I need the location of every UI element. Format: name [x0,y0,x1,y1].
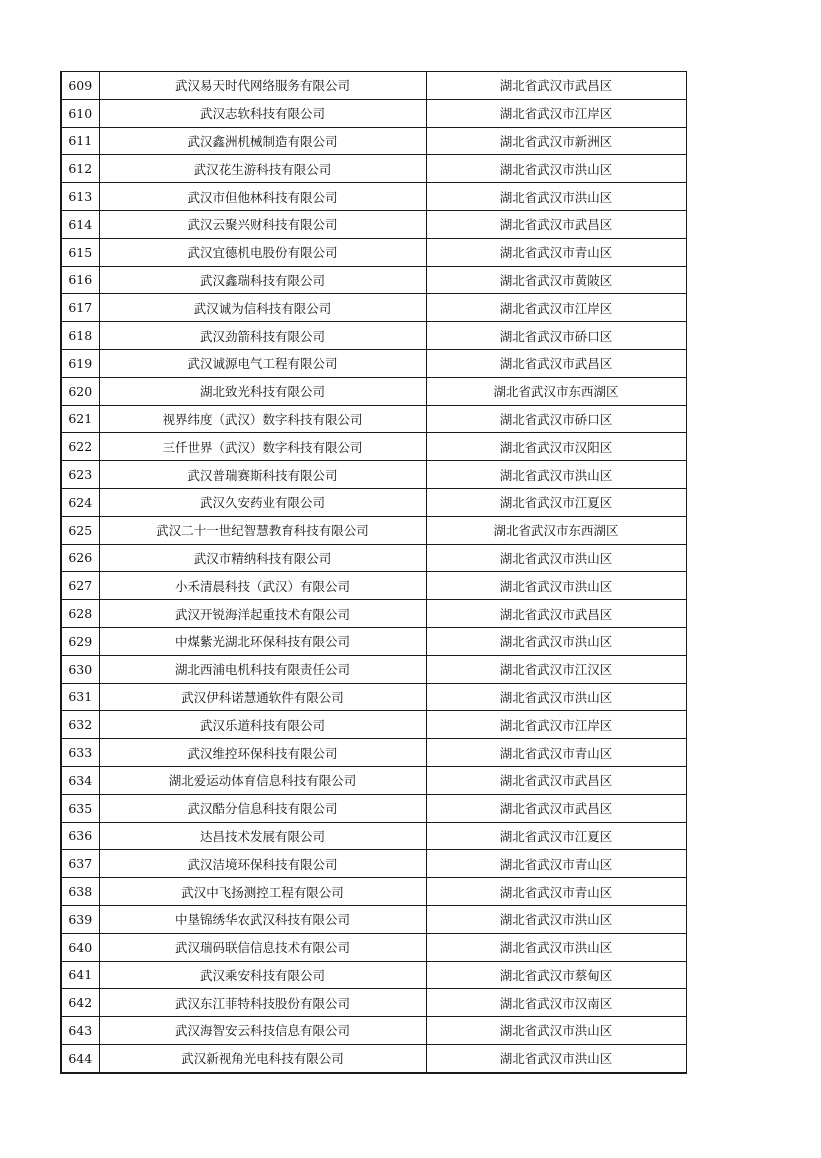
table-row [61,850,686,878]
company-name-cell: 武汉诚源电气工程有限公司 [99,349,426,377]
company-name-cell: 湖北西浦电机科技有限责任公司 [99,655,426,683]
serial-number-cell: 623 [61,461,99,489]
table-row [61,739,686,767]
serial-number-cell: 619 [61,349,99,377]
table-row [61,99,686,127]
district-cell: 湖北省武汉市洪山区 [426,627,686,655]
serial-number-cell: 631 [61,683,99,711]
district-cell: 湖北省武汉市武昌区 [426,349,686,377]
serial-number-cell: 617 [61,294,99,322]
company-name-cell: 武汉乘安科技有限公司 [99,961,426,989]
company-name-cell: 武汉鑫洲机械制造有限公司 [99,127,426,155]
district-cell: 湖北省武汉市武昌区 [426,210,686,238]
company-name-cell: 武汉维控环保科技有限公司 [99,739,426,767]
table-row [61,433,686,461]
company-name-cell: 武汉中飞扬测控工程有限公司 [99,878,426,906]
serial-number-cell: 630 [61,655,99,683]
table-row [61,822,686,850]
company-name-cell: 中煤紫光湖北环保科技有限公司 [99,627,426,655]
table-row [61,127,686,155]
company-name-cell: 武汉普瑞赛斯科技有限公司 [99,461,426,489]
table-row [61,183,686,211]
table-row [61,349,686,377]
district-cell: 湖北省武汉市江汉区 [426,655,686,683]
serial-number-cell: 643 [61,1017,99,1045]
table-row [61,905,686,933]
district-cell: 湖北省武汉市武昌区 [426,72,686,100]
table-row [61,989,686,1017]
district-cell: 湖北省武汉市硚口区 [426,322,686,350]
company-name-cell: 武汉花生游科技有限公司 [99,155,426,183]
serial-number-cell: 627 [61,572,99,600]
serial-number-cell: 622 [61,433,99,461]
company-name-cell: 武汉开锐海洋起重技术有限公司 [99,600,426,628]
district-cell: 湖北省武汉市江夏区 [426,822,686,850]
company-name-cell: 武汉宜德机电股份有限公司 [99,238,426,266]
district-cell: 湖北省武汉市东西湖区 [426,377,686,405]
serial-number-cell: 609 [61,72,99,100]
serial-number-cell: 624 [61,488,99,516]
company-name-cell: 武汉市精纳科技有限公司 [99,544,426,572]
district-cell: 湖北省武汉市洪山区 [426,155,686,183]
company-name-cell: 武汉东江菲特科技股份有限公司 [99,989,426,1017]
table-row [61,544,686,572]
serial-number-cell: 621 [61,405,99,433]
serial-number-cell: 628 [61,600,99,628]
serial-number-cell: 610 [61,99,99,127]
company-name-cell: 武汉伊科诺慧通软件有限公司 [99,683,426,711]
district-cell: 湖北省武汉市硚口区 [426,405,686,433]
district-cell: 湖北省武汉市洪山区 [426,933,686,961]
table-row [61,766,686,794]
district-cell: 湖北省武汉市洪山区 [426,572,686,600]
table-row [61,516,686,544]
company-list-table [60,71,687,1074]
company-name-cell: 武汉久安药业有限公司 [99,488,426,516]
district-cell: 湖北省武汉市江岸区 [426,711,686,739]
table-row [61,794,686,822]
district-cell: 湖北省武汉市江夏区 [426,488,686,516]
company-name-cell: 湖北爱运动体育信息科技有限公司 [99,766,426,794]
district-cell: 湖北省武汉市青山区 [426,850,686,878]
table-row [61,572,686,600]
serial-number-cell: 613 [61,183,99,211]
table-row [61,600,686,628]
company-name-cell: 武汉志软科技有限公司 [99,99,426,127]
table-row [61,488,686,516]
table-row [61,711,686,739]
district-cell: 湖北省武汉市汉阳区 [426,433,686,461]
district-cell: 湖北省武汉市洪山区 [426,461,686,489]
district-cell: 湖北省武汉市青山区 [426,739,686,767]
company-name-cell: 武汉诚为信科技有限公司 [99,294,426,322]
district-cell: 湖北省武汉市洪山区 [426,1044,686,1072]
table-row [61,1017,686,1045]
table-row [61,933,686,961]
serial-number-cell: 614 [61,210,99,238]
company-name-cell: 武汉洁境环保科技有限公司 [99,850,426,878]
company-list-body [61,72,686,1073]
table-row [61,238,686,266]
table-row [61,461,686,489]
serial-number-cell: 640 [61,933,99,961]
company-name-cell: 武汉劲箭科技有限公司 [99,322,426,350]
district-cell: 湖北省武汉市洪山区 [426,183,686,211]
table-row [61,322,686,350]
serial-number-cell: 644 [61,1044,99,1072]
district-cell: 湖北省武汉市江岸区 [426,294,686,322]
company-name-cell: 湖北致光科技有限公司 [99,377,426,405]
district-cell: 湖北省武汉市洪山区 [426,544,686,572]
district-cell: 湖北省武汉市武昌区 [426,600,686,628]
district-cell: 湖北省武汉市汉南区 [426,989,686,1017]
table-row [61,961,686,989]
company-name-cell: 小禾清晨科技（武汉）有限公司 [99,572,426,600]
table-row [61,72,686,100]
serial-number-cell: 618 [61,322,99,350]
company-name-cell: 武汉酷分信息科技有限公司 [99,794,426,822]
company-name-cell: 武汉瑞码联信信息技术有限公司 [99,933,426,961]
serial-number-cell: 632 [61,711,99,739]
district-cell: 湖北省武汉市黄陂区 [426,266,686,294]
serial-number-cell: 626 [61,544,99,572]
serial-number-cell: 635 [61,794,99,822]
company-name-cell: 武汉二十一世纪智慧教育科技有限公司 [99,516,426,544]
district-cell: 湖北省武汉市新洲区 [426,127,686,155]
table-row [61,878,686,906]
district-cell: 湖北省武汉市青山区 [426,238,686,266]
district-cell: 湖北省武汉市蔡甸区 [426,961,686,989]
company-name-cell: 武汉新视角光电科技有限公司 [99,1044,426,1072]
district-cell: 湖北省武汉市东西湖区 [426,516,686,544]
district-cell: 湖北省武汉市武昌区 [426,766,686,794]
table-row [61,377,686,405]
serial-number-cell: 625 [61,516,99,544]
table-row [61,266,686,294]
company-name-cell: 武汉易天时代网络服务有限公司 [99,72,426,100]
company-name-cell: 三仟世界（武汉）数字科技有限公司 [99,433,426,461]
table-row [61,210,686,238]
serial-number-cell: 615 [61,238,99,266]
table-row [61,655,686,683]
serial-number-cell: 637 [61,850,99,878]
table-row [61,294,686,322]
serial-number-cell: 642 [61,989,99,1017]
company-name-cell: 武汉鑫瑞科技有限公司 [99,266,426,294]
serial-number-cell: 616 [61,266,99,294]
serial-number-cell: 638 [61,878,99,906]
serial-number-cell: 634 [61,766,99,794]
serial-number-cell: 633 [61,739,99,767]
table-row [61,405,686,433]
table-row [61,155,686,183]
table-row [61,627,686,655]
table-row [61,1044,686,1072]
district-cell: 湖北省武汉市武昌区 [426,794,686,822]
serial-number-cell: 639 [61,905,99,933]
company-name-cell: 武汉乐道科技有限公司 [99,711,426,739]
company-name-cell: 中垦锦绣华农武汉科技有限公司 [99,905,426,933]
district-cell: 湖北省武汉市江岸区 [426,99,686,127]
district-cell: 湖北省武汉市洪山区 [426,683,686,711]
company-name-cell: 视界纬度（武汉）数字科技有限公司 [99,405,426,433]
company-name-cell: 武汉云聚兴财科技有限公司 [99,210,426,238]
serial-number-cell: 620 [61,377,99,405]
table-row [61,683,686,711]
district-cell: 湖北省武汉市洪山区 [426,1017,686,1045]
company-list-sheet [60,71,685,1074]
serial-number-cell: 636 [61,822,99,850]
serial-number-cell: 612 [61,155,99,183]
serial-number-cell: 641 [61,961,99,989]
serial-number-cell: 629 [61,627,99,655]
company-name-cell: 武汉海智安云科技信息有限公司 [99,1017,426,1045]
serial-number-cell: 611 [61,127,99,155]
company-name-cell: 武汉市但他林科技有限公司 [99,183,426,211]
district-cell: 湖北省武汉市洪山区 [426,905,686,933]
district-cell: 湖北省武汉市青山区 [426,878,686,906]
company-name-cell: 达昌技术发展有限公司 [99,822,426,850]
